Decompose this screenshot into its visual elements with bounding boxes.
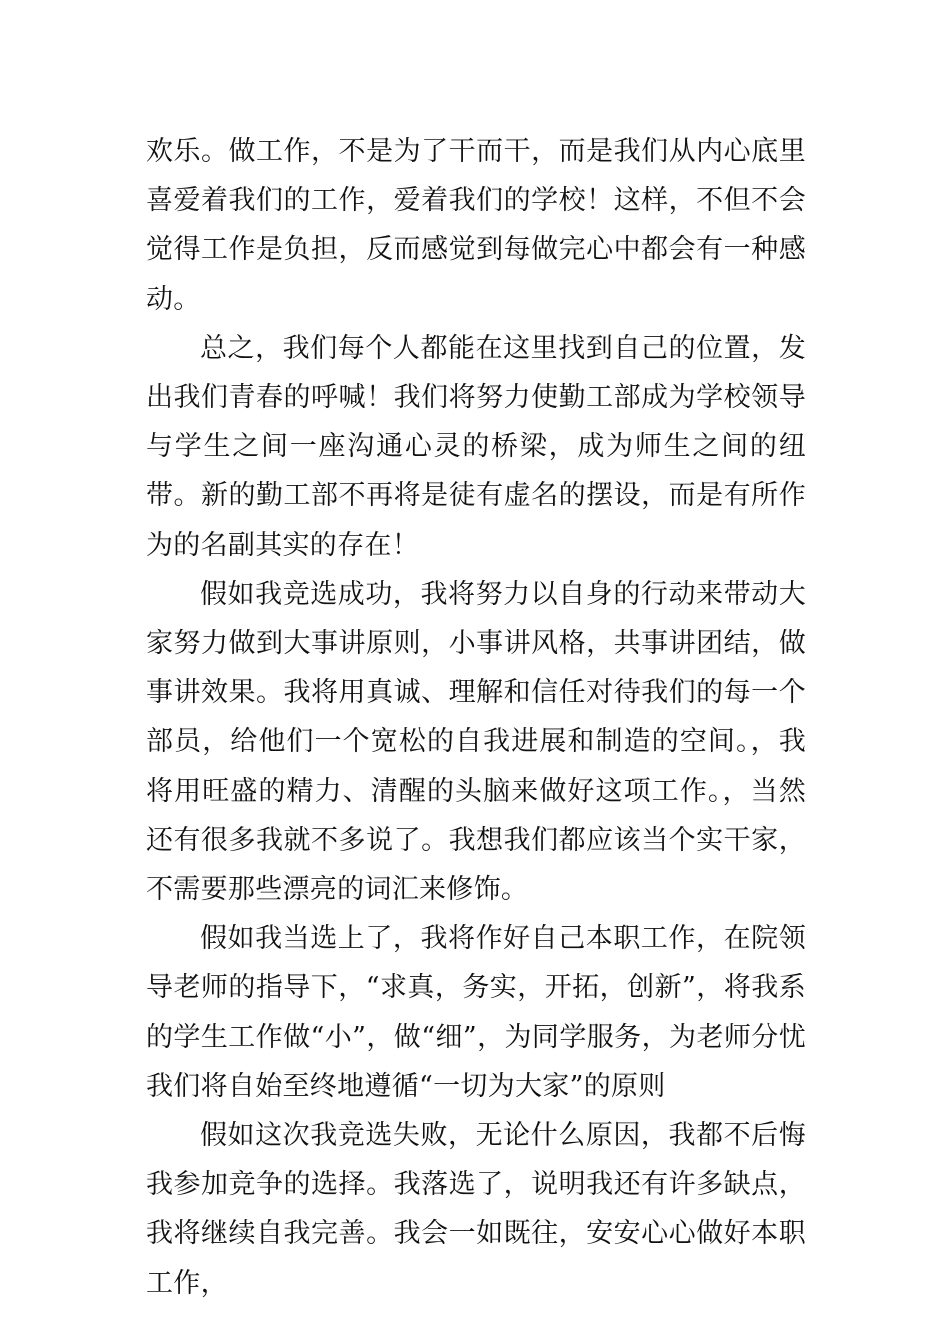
document-body xyxy=(146,127,806,1308)
paragraph-3: 假如我竞选成功，我将努力以自身的行动来带动大家努力做到大事讲原则，小事讲风格，共事讲团结，做事讲效果。我将用真诚、理解和信任对待我们的每一个部员，给他们一个宽松的自我进展和制造的空间。，我将用旺盛的精力、清醒的头脑来做好这项工作。，当然还有很多我就不多说了。我想我们都应该当个实干家，不需要那些漂亮的词汇来修饰。 xyxy=(146,578,806,906)
paragraph-1: 欢乐。做工作，不是为了干而干，而是我们从内心底里喜爱着我们的工作，爱着我们的学校！这样，不但不会觉得工作是负担，反而感觉到每做完心中都会有一种感动。 xyxy=(146,136,806,315)
paragraph-5: 假如这次我竞选失败，无论什么原因，我都不后悔我参加竞争的选择。我落选了，说明我还有许多缺点，我将继续自我完善。我会一如既往，安安心心做好本职工作， xyxy=(146,1120,806,1299)
paragraph-4: 假如我当选上了，我将作好自己本职工作，在院领导老师的指导下，“求真，务实，开拓，创新”，将我系的学生工作做“小”，做“细”，为同学服务，为老师分忧我们将自始至终地遵循“一切为大家”的原则 xyxy=(146,923,806,1102)
paragraph-2: 总之，我们每个人都能在这里找到自己的位置，发出我们青春的呼喊！我们将努力使勤工部成为学校领导与学生之间一座沟通心灵的桥梁，成为师生之间的纽带。新的勤工部不再将是徒有虚名的摆设，而是有所作为的名副其实的存在！ xyxy=(146,332,806,561)
